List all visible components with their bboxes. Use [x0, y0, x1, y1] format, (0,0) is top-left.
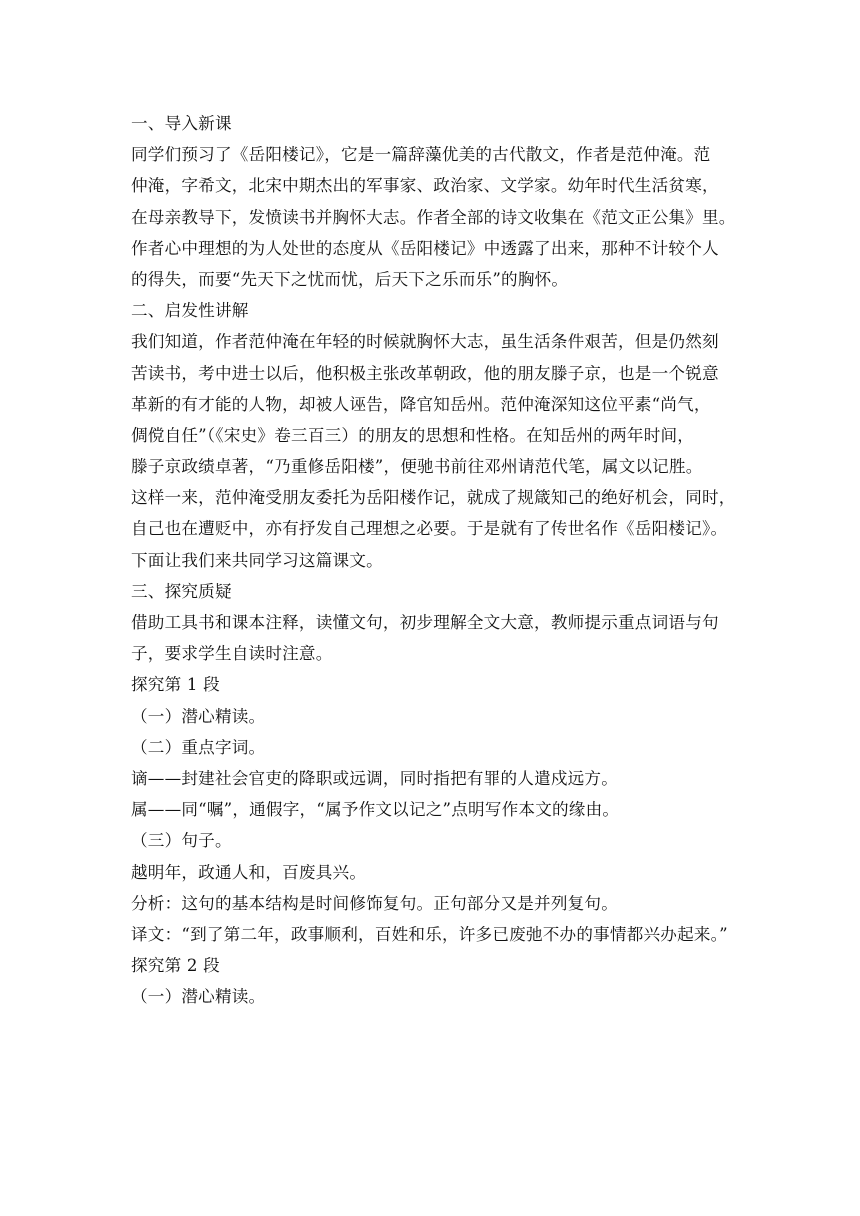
definition-line: 谪——封建社会官吏的降职或远调，同时指把有罪的人遣戍远方。 [131, 768, 619, 788]
section-heading: 三、探究质疑 [131, 581, 232, 601]
paragraph-line: 我们知道，作者范仲淹在年轻的时候就胸怀大志，虽生活条件艰苦，但是仍然刻 [131, 332, 719, 352]
paragraph-line: 的得失，而要“先天下之忧而忧，后天下之乐而乐”的胸怀。 [131, 269, 569, 289]
paragraph-line: 同学们预习了《岳阳楼记》，它是一篇辞藻优美的古代散文，作者是范仲淹。范 [131, 145, 711, 165]
translation-line: 译文：“到了第二年，政事顺利，百姓和乐，许多已废弛不办的事情都兴办起来。” [131, 924, 728, 944]
paragraph-line: 滕子京政绩卓著，“乃重修岳阳楼”，便驰书前往邓州请范代笔，属文以记胜。 [131, 457, 703, 477]
paragraph-line: 子，要求学生自读时注意。 [131, 644, 333, 664]
paragraph-line: 作者心中理想的为人处世的态度从《岳阳楼记》中透露了出来，那种不计较个人 [131, 238, 719, 258]
paragraph-line: 仲淹，字希文，北宋中期杰出的军事家、政治家、文学家。幼年时代生活贫寒， [131, 176, 719, 196]
paragraph-line: 苦读书，考中进士以后，他积极主张改革朝政，他的朋友滕子京，也是一个锐意 [131, 363, 719, 383]
subsection-heading: 探究第 1 段 [131, 675, 220, 695]
list-item: （三）句子。 [131, 831, 232, 851]
list-item: （一）潜心精读。 [131, 987, 266, 1007]
paragraph-line: 倜傥自任”（《宋史》卷三百三）的朋友的思想和性格。在知岳州的两年时间， [131, 425, 695, 445]
document-body [131, 108, 743, 1012]
paragraph-line: 自己也在遭贬中，亦有抒发自己理想之必要。于是就有了传世名作《岳阳楼记》。 [131, 519, 728, 539]
subsection-heading: 探究第 2 段 [131, 956, 220, 976]
quoted-sentence: 越明年，政通人和，百废具兴。 [131, 862, 367, 882]
paragraph-line: 在母亲教导下，发愤读书并胸怀大志。作者全部的诗文收集在《范文正公集》里。 [131, 207, 736, 227]
paragraph-line: 下面让我们来共同学习这篇课文。 [131, 550, 383, 570]
list-item: （二）重点字词。 [131, 737, 266, 757]
analysis-line: 分析：这句的基本结构是时间修饰复句。正句部分又是并列复句。 [131, 893, 619, 913]
paragraph-line: 借助工具书和课本注释，读懂文句，初步理解全文大意，教师提示重点词语与句 [131, 613, 719, 632]
paragraph-line: 这样一来，范仲淹受朋友委托为岳阳楼作记，就成了规箴知己的绝好机会，同时， [131, 488, 736, 508]
definition-line: 属——同“嘱”，通假字，“属予作文以记之”点明写作本文的缘由。 [131, 800, 620, 820]
list-item: （一）潜心精读。 [131, 706, 266, 726]
section-heading: 二、启发性讲解 [131, 301, 249, 321]
paragraph-line: 革新的有才能的人物，却被人诬告，降官知岳州。范仲淹深知这位平素“尚气， [131, 394, 711, 414]
section-heading: 一、导入新课 [131, 114, 232, 133]
